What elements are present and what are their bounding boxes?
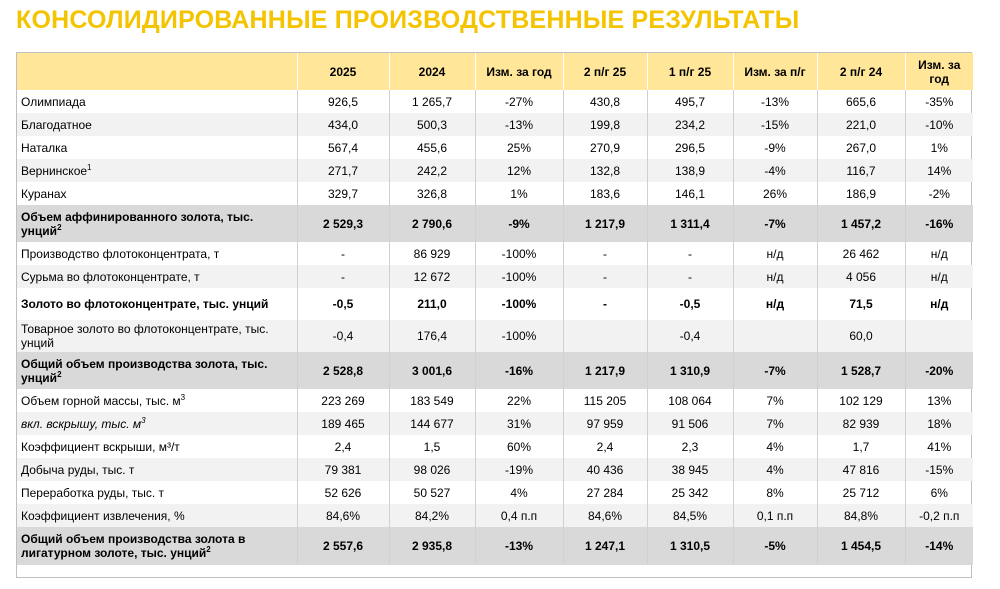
table-cell: 1 265,7 — [389, 90, 475, 113]
row-label-text: вкл. вскрышу, тыс. м — [21, 416, 142, 431]
row-label-text: Коэффициент вскрыши, м³/т — [21, 439, 180, 454]
table-cell: 31% — [475, 412, 563, 435]
table-row — [17, 159, 973, 182]
table-cell: -100% — [475, 265, 563, 288]
table-cell: 223 269 — [297, 389, 389, 412]
header-2024: 2024 — [389, 53, 475, 90]
row-label — [17, 136, 297, 159]
table-cell: н/д — [905, 288, 973, 320]
table-cell: 102 129 — [817, 389, 905, 412]
table-row — [17, 113, 973, 136]
table-cell: -16% — [475, 352, 563, 389]
row-label — [17, 352, 297, 389]
table-cell: 495,7 — [647, 90, 733, 113]
table-cell: -5% — [733, 527, 817, 565]
table-row — [17, 265, 973, 288]
table-cell: 71,5 — [817, 288, 905, 320]
table-cell: -13% — [475, 113, 563, 136]
table-cell: 60% — [475, 435, 563, 458]
table-cell: 189 465 — [297, 412, 389, 435]
table-cell — [563, 320, 647, 352]
footnote-marker: 1 — [87, 162, 92, 172]
row-label-text: Товарное золото во флотоконцентрате, тыс. унций — [21, 322, 269, 350]
table-row — [17, 504, 973, 527]
table-cell: 665,6 — [817, 90, 905, 113]
table-row — [17, 205, 973, 242]
table-row — [17, 182, 973, 205]
table-row — [17, 320, 973, 352]
table-cell: -14% — [905, 527, 973, 565]
table-cell: 7% — [733, 412, 817, 435]
table-cell: 2 557,6 — [297, 527, 389, 565]
table-cell: 138,9 — [647, 159, 733, 182]
row-label-text: Переработка руды, тыс. т — [21, 485, 165, 500]
table-cell: -0,5 — [297, 288, 389, 320]
table-cell: - — [297, 265, 389, 288]
table-cell: -13% — [475, 527, 563, 565]
table-cell: 1 457,2 — [817, 205, 905, 242]
table-cell: 41% — [905, 435, 973, 458]
table-cell: -35% — [905, 90, 973, 113]
table-cell: 84,6% — [297, 504, 389, 527]
row-label — [17, 205, 297, 242]
table-cell: 8% — [733, 481, 817, 504]
table-cell: 26 462 — [817, 242, 905, 265]
table-cell: 4% — [733, 435, 817, 458]
table-cell: 1 528,7 — [817, 352, 905, 389]
table-cell: -0,5 — [647, 288, 733, 320]
row-label — [17, 159, 297, 182]
table-cell: 2,3 — [647, 435, 733, 458]
table-cell: н/д — [733, 288, 817, 320]
production-results-table — [16, 52, 972, 578]
table-cell: 14% — [905, 159, 973, 182]
table-cell: 242,2 — [389, 159, 475, 182]
table-cell: 108 064 — [647, 389, 733, 412]
table-cell: 86 929 — [389, 242, 475, 265]
footnote-marker: 3 — [141, 415, 146, 425]
table-cell: -9% — [733, 136, 817, 159]
table-cell: 270,9 — [563, 136, 647, 159]
table-cell: 199,8 — [563, 113, 647, 136]
table-cell: 12 672 — [389, 265, 475, 288]
table-cell: 97 959 — [563, 412, 647, 435]
table-cell: 1 217,9 — [563, 352, 647, 389]
row-label-text: Объем аффинированного золота, тыс. унций — [21, 209, 254, 238]
table-cell: - — [563, 288, 647, 320]
table-cell: - — [297, 242, 389, 265]
row-label-text: Общий объем производства золота, тыс. унций — [21, 356, 268, 385]
table-cell: 455,6 — [389, 136, 475, 159]
row-label-text: Олимпиада — [21, 94, 86, 109]
table-cell: 271,7 — [297, 159, 389, 182]
table-cell: 2,4 — [297, 435, 389, 458]
row-label-text: Куранах — [21, 186, 67, 201]
table-cell: 2 529,3 — [297, 205, 389, 242]
table-cell: 22% — [475, 389, 563, 412]
row-label-text: Сурьма во флотоконцентрате, т — [21, 269, 200, 284]
table-cell: - — [647, 265, 733, 288]
table-cell: 183,6 — [563, 182, 647, 205]
table-cell: -9% — [475, 205, 563, 242]
table-cell — [905, 320, 973, 352]
table-cell: 7% — [733, 389, 817, 412]
table-cell: 1% — [475, 182, 563, 205]
table-cell: - — [563, 265, 647, 288]
row-label — [17, 265, 297, 288]
table-cell: н/д — [733, 242, 817, 265]
table-cell: 18% — [905, 412, 973, 435]
table-cell: 221,0 — [817, 113, 905, 136]
row-label-text: Коэффициент извлечения, % — [21, 508, 185, 523]
table-cell: 27 284 — [563, 481, 647, 504]
table-row — [17, 389, 973, 412]
row-label — [17, 90, 297, 113]
table-cell: 2 935,8 — [389, 527, 475, 565]
table-row — [17, 90, 973, 113]
row-label-text: Благодатное — [21, 117, 92, 132]
page-title: КОНСОЛИДИРОВАННЫЕ ПРОИЗВОДСТВЕННЫЕ РЕЗУЛЬТАТЫ — [16, 6, 800, 34]
table-cell: -0,4 — [297, 320, 389, 352]
table-cell: -4% — [733, 159, 817, 182]
table-cell: -27% — [475, 90, 563, 113]
table-cell: 4 056 — [817, 265, 905, 288]
row-label — [17, 389, 297, 412]
table-cell: 926,5 — [297, 90, 389, 113]
footnote-marker: 3 — [180, 392, 186, 402]
header-label — [17, 53, 297, 90]
table-cell: 52 626 — [297, 481, 389, 504]
table-cell: 40 436 — [563, 458, 647, 481]
table-cell: 1 247,1 — [563, 527, 647, 565]
row-label-text: Производство флотоконцентрата, т — [21, 246, 220, 261]
table-cell: 84,5% — [647, 504, 733, 527]
row-label-text: Объем горной массы, тыс. м — [21, 393, 181, 408]
table-header-row — [17, 53, 973, 90]
table-cell: 267,0 — [817, 136, 905, 159]
header-hoh-change: Изм. за п/г — [733, 53, 817, 90]
table-row — [17, 136, 973, 159]
table-cell: - — [563, 242, 647, 265]
table-cell: 1% — [905, 136, 973, 159]
row-label — [17, 527, 297, 565]
table-cell: 38 945 — [647, 458, 733, 481]
table-cell: 116,7 — [817, 159, 905, 182]
row-label — [17, 182, 297, 205]
table-row — [17, 288, 973, 320]
table-cell: 146,1 — [647, 182, 733, 205]
table-cell: 115 205 — [563, 389, 647, 412]
table-cell: 1 310,9 — [647, 352, 733, 389]
footnote-marker: 2 — [206, 545, 211, 554]
row-label-text: Золото во флотоконцентрате, тыс. унций — [21, 297, 269, 311]
table-row — [17, 527, 973, 565]
table-cell: 91 506 — [647, 412, 733, 435]
table-cell: 434,0 — [297, 113, 389, 136]
row-label-text: Добыча руды, тыс. т — [21, 462, 135, 477]
table-cell: -100% — [475, 320, 563, 352]
table-cell: 326,8 — [389, 182, 475, 205]
row-label — [17, 320, 297, 352]
table-cell: 98 026 — [389, 458, 475, 481]
table-cell: -20% — [905, 352, 973, 389]
table-cell: 1 217,9 — [563, 205, 647, 242]
row-label — [17, 458, 297, 481]
row-label-text: Наталка — [21, 140, 68, 155]
table-cell: 186,9 — [817, 182, 905, 205]
table-row — [17, 481, 973, 504]
table-row — [17, 242, 973, 265]
table-cell: н/д — [905, 242, 973, 265]
table-cell: 0,1 п.п — [733, 504, 817, 527]
table-cell: -0,2 п.п — [905, 504, 973, 527]
table-cell: 3 001,6 — [389, 352, 475, 389]
table-cell: -13% — [733, 90, 817, 113]
table-cell: 144 677 — [389, 412, 475, 435]
footnote-marker: 2 — [57, 222, 62, 232]
table-cell: -2% — [905, 182, 973, 205]
table-cell: 430,8 — [563, 90, 647, 113]
table-cell: -100% — [475, 288, 563, 320]
table-cell: 25 342 — [647, 481, 733, 504]
table-cell: 296,5 — [647, 136, 733, 159]
header-2h24: 2 п/г 24 — [817, 53, 905, 90]
table-cell: 4% — [733, 458, 817, 481]
table-cell: 329,7 — [297, 182, 389, 205]
table-cell — [733, 320, 817, 352]
table-cell: 82 939 — [817, 412, 905, 435]
row-label — [17, 412, 297, 435]
table-cell: 13% — [905, 389, 973, 412]
table-cell: 567,4 — [297, 136, 389, 159]
table-cell: 12% — [475, 159, 563, 182]
table-cell: -7% — [733, 205, 817, 242]
header-2025: 2025 — [297, 53, 389, 90]
table-row — [17, 412, 973, 435]
table-cell: 211,0 — [389, 288, 475, 320]
table-cell: -15% — [905, 458, 973, 481]
row-label — [17, 504, 297, 527]
table-cell: 500,3 — [389, 113, 475, 136]
table-cell: 1 310,5 — [647, 527, 733, 565]
table-cell: 132,8 — [563, 159, 647, 182]
table-cell: 2 790,6 — [389, 205, 475, 242]
row-label — [17, 481, 297, 504]
table-cell: 1 311,4 — [647, 205, 733, 242]
header-yoy-change-2h: Изм. за год — [905, 53, 973, 90]
header-1h25: 1 п/г 25 — [647, 53, 733, 90]
table-cell: -16% — [905, 205, 973, 242]
table-cell: 176,4 — [389, 320, 475, 352]
table-cell: 6% — [905, 481, 973, 504]
table-cell: 4% — [475, 481, 563, 504]
table-cell: н/д — [733, 265, 817, 288]
table-cell: - — [647, 242, 733, 265]
table-cell: -10% — [905, 113, 973, 136]
table-cell: 84,2% — [389, 504, 475, 527]
table-cell: 25 712 — [817, 481, 905, 504]
table-cell: -7% — [733, 352, 817, 389]
table-cell: -100% — [475, 242, 563, 265]
table-cell: 84,8% — [817, 504, 905, 527]
table-cell: 234,2 — [647, 113, 733, 136]
table-cell: -19% — [475, 458, 563, 481]
table-cell: 1,5 — [389, 435, 475, 458]
table-row — [17, 458, 973, 481]
row-label — [17, 288, 297, 320]
table-cell: 1 454,5 — [817, 527, 905, 565]
table-cell: 26% — [733, 182, 817, 205]
footnote-marker: 2 — [57, 369, 62, 379]
table-cell: 79 381 — [297, 458, 389, 481]
table-cell: 2,4 — [563, 435, 647, 458]
table-cell: 60,0 — [817, 320, 905, 352]
table-cell: -15% — [733, 113, 817, 136]
row-label — [17, 113, 297, 136]
header-2h25: 2 п/г 25 — [563, 53, 647, 90]
table-row — [17, 352, 973, 389]
table-cell: н/д — [905, 265, 973, 288]
table-cell: 0,4 п.п — [475, 504, 563, 527]
table-cell: 25% — [475, 136, 563, 159]
table-cell: 50 527 — [389, 481, 475, 504]
row-label — [17, 242, 297, 265]
row-label-text: Вернинское — [21, 163, 88, 178]
table-cell: 1,7 — [817, 435, 905, 458]
table-row — [17, 435, 973, 458]
table-cell: 84,6% — [563, 504, 647, 527]
row-label — [17, 435, 297, 458]
table-cell: 183 549 — [389, 389, 475, 412]
table-cell: 2 528,8 — [297, 352, 389, 389]
table-cell: 47 816 — [817, 458, 905, 481]
table-cell: -0,4 — [647, 320, 733, 352]
row-label-text: Общий объем производства золота в лигатурном золоте, тыс. унций — [21, 532, 246, 560]
header-yoy-change: Изм. за год — [475, 53, 563, 90]
